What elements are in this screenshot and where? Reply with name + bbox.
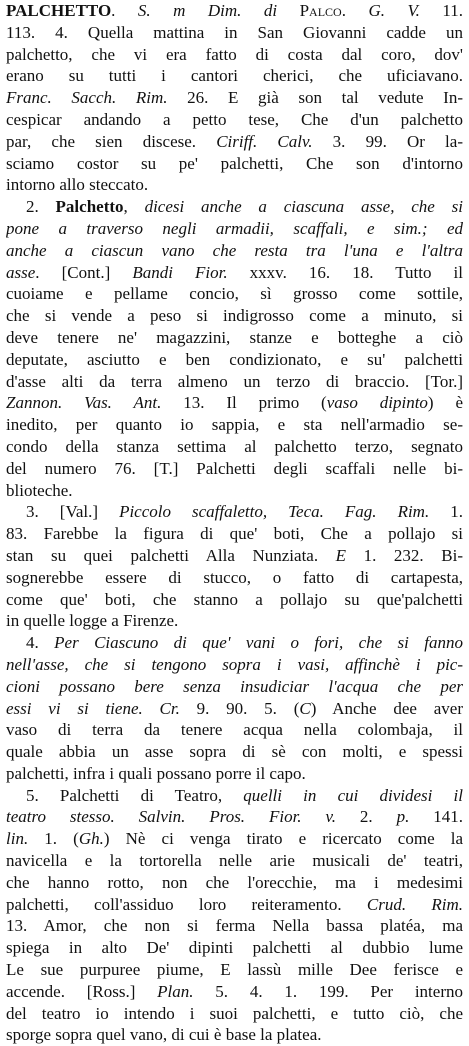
entry-line-segment: intorno allo steccato.: [6, 175, 149, 195]
entry-line-segment: quelli in cui dividesi il: [243, 785, 463, 805]
entry-line-segment: lin.: [6, 829, 29, 849]
entry-line: [6, 501, 463, 523]
entry-line-segment: 83. Farebbe la figura di que' boti, Che a pollajo si: [6, 524, 463, 544]
entry-line: [6, 0, 463, 22]
entry-line: [6, 894, 463, 916]
entry-line-segment: ) Nè ci venga tirato e ricercato come la: [103, 829, 463, 849]
entry-line-segment: che hanno rotto, non che l'orecchie, ma i medesimi: [6, 872, 463, 892]
entry-line: [6, 741, 463, 763]
entry-line: [6, 283, 463, 305]
entry-line: [6, 109, 463, 131]
entry-line-segment: palchetti, infra i quali possano porre il capo.: [6, 763, 306, 783]
entry-line-segment: 4.: [26, 633, 55, 653]
entry-line: [6, 196, 463, 218]
entry-line-segment: 2.: [336, 807, 397, 827]
entry-line-segment: Gh.: [78, 829, 104, 849]
entry-line-segment: del teatro io intendo i suoi palchetti, e tutto ciò, che: [6, 1003, 463, 1023]
entry-line-segment: 1. 232. Bi-: [346, 545, 463, 565]
entry-line-segment: erano su tutti i cantori cherici, che uficiavano.: [6, 66, 463, 86]
entry-line-segment: Crud. Rim.: [366, 894, 463, 914]
entry-line-segment: 9. 90. 5. (: [179, 698, 300, 718]
entry-line-segment: 2.: [26, 197, 56, 217]
entry-line: [6, 589, 463, 611]
entry-line-segment: vaso di terra da tenere acqua nella colombaja, il: [6, 720, 463, 740]
entry-line: [6, 828, 463, 850]
entry-line-segment: come que' boti, che stanno a pollajo su que'palchetti: [6, 589, 463, 609]
entry-line-segment: deputate, asciutto e ben condizionato, e su' palchetti: [6, 349, 463, 369]
entry-line-segment: . [Cont.]: [35, 262, 133, 282]
entry-line-segment: cuoiame e pellame concio, sì grosso come sottile,: [6, 284, 463, 304]
entry-line-segment: Plan.: [157, 981, 194, 1001]
entry-line: [6, 392, 463, 414]
entry-line: [6, 676, 463, 698]
entry-line: [6, 632, 463, 654]
entry-line: [6, 763, 463, 785]
entry-line-segment: in quelle logge a Firenze.: [6, 611, 179, 631]
entry-line: [6, 567, 463, 589]
entry-line: [6, 327, 463, 349]
entry-line: [6, 153, 463, 175]
entry-line-segment: S. m Dim. di: [137, 1, 300, 20]
entry-line: [6, 349, 463, 371]
entry-line-segment: d'asse alti da terra almeno un terzo di braccio. [Tor.]: [6, 371, 463, 391]
entry-line-segment: PALCHETTO: [6, 1, 112, 20]
entry-line: [6, 458, 463, 480]
dictionary-entry-text: [6, 0, 463, 1046]
entry-line-segment: E: [335, 545, 347, 565]
entry-line-segment: del numero 76. [T.] Palchetti degli scaffali nelle bi-: [6, 458, 463, 478]
entry-line-segment: 13. Il primo (: [161, 393, 327, 413]
entry-line: [6, 915, 463, 937]
entry-line-segment: teatro stesso. Salvin. Pros. Fior. v.: [6, 807, 337, 827]
entry-line-segment: dicesi anche a ciascuna asse, che si: [144, 197, 463, 217]
entry-line: [6, 262, 463, 284]
entry-line: [6, 218, 463, 240]
entry-line-segment: 5. 4. 1. 199. Per interno: [193, 981, 463, 1001]
entry-line-segment: 141.: [409, 807, 463, 827]
entry-line: [6, 785, 463, 807]
entry-line-segment: Palchetto: [55, 197, 124, 217]
entry-line: [6, 240, 463, 262]
entry-line-segment: .: [111, 1, 138, 20]
entry-line-segment: palchetto, che vi era fatto di costa dal coro, dov': [6, 44, 463, 64]
entry-line-segment: anche a ciascun vano che resta tra l'una e l'altra: [6, 240, 463, 260]
entry-line-segment: 1. (: [28, 829, 79, 849]
entry-line-segment: sporge sopra quel vano, di cui è base la platea.: [6, 1025, 322, 1045]
entry-line-segment: condo della stanza settima al palchetto terzo, segnato: [6, 436, 463, 456]
entry-line-segment: ) Anche dee aver: [310, 698, 463, 718]
entry-line-segment: deve tenere ne' magazzini, stanze e botteghe a ciò: [6, 327, 463, 347]
entry-line: [6, 719, 463, 741]
entry-line: [6, 436, 463, 458]
entry-line: [6, 937, 463, 959]
entry-line-segment: blioteche.: [6, 480, 73, 500]
entry-line-segment: Franc. Sacch. Rim.: [6, 88, 168, 108]
entry-line-segment: navicella e la tortorella nelle arie musicali de' teatri,: [6, 851, 463, 871]
entry-line-segment: sognerebbe essere di stucco, o fatto di cartapesta,: [6, 567, 463, 587]
entry-line-segment: 113. 4. Quella mattina in San Giovanni cadde un: [6, 22, 463, 42]
entry-line-segment: C: [299, 698, 311, 718]
entry-line: [6, 414, 463, 436]
entry-line-segment: sciamo costor su pe' palchetti, Che son d'intorno: [6, 153, 463, 173]
entry-line-segment: che si vende a peso si indigrosso come a minuto, si: [6, 306, 463, 326]
entry-line-segment: spiega in alto De' dipinti palchetti al dubbio lume: [6, 938, 463, 958]
entry-line: [6, 1003, 463, 1025]
entry-line-segment: 3. 99. Or la-: [312, 131, 463, 151]
entry-line-segment: .: [341, 1, 369, 20]
entry-line-segment: Le sue purpuree piume, E lassù mille Dee ferisce e: [6, 960, 463, 980]
entry-line-segment: quale abbia un asse sopra di sè con molti, e spessi: [6, 742, 463, 762]
entry-line: [6, 610, 463, 632]
entry-line: [6, 65, 463, 87]
entry-line: [6, 545, 463, 567]
entry-line-segment: Bandi Fior.: [132, 262, 228, 282]
entry-line: [6, 959, 463, 981]
entry-line-segment: cioni possano bere senza insudiciar l'acqua che per: [6, 676, 463, 696]
entry-line-segment: Piccolo scaffaletto, Teca. Fag. Rim.: [119, 502, 430, 522]
entry-line-segment: vaso dipinto: [326, 393, 428, 413]
entry-line-segment: cespicar andando a petto tese, Che d'un palchetto: [6, 109, 463, 129]
entry-line: [6, 22, 463, 44]
entry-line-segment: 1.: [429, 502, 463, 522]
entry-line-segment: stan su quei palchetti Alla Nunziata.: [6, 545, 336, 565]
entry-line: [6, 371, 463, 393]
entry-line: [6, 806, 463, 828]
entry-line-segment: 26. E già son tal vedute In-: [167, 88, 463, 108]
entry-line-segment: Palco: [299, 1, 342, 20]
entry-line-segment: 5. Palchetti di Teatro,: [26, 785, 244, 805]
entry-line: [6, 305, 463, 327]
entry-line-segment: accende. [Ross.]: [6, 981, 158, 1001]
entry-line: [6, 523, 463, 545]
entry-line: [6, 131, 463, 153]
entry-line-segment: ,: [123, 197, 145, 217]
entry-line: [6, 872, 463, 894]
entry-line-segment: xxxv. 16. 18. Tutto il: [227, 262, 463, 282]
entry-line: [6, 1024, 463, 1046]
entry-line-segment: palchetti, coll'assiduo loro reiteramento.: [6, 894, 367, 914]
entry-line: [6, 850, 463, 872]
entry-line-segment: essi vi si tiene. Cr.: [6, 698, 180, 718]
entry-line: [6, 480, 463, 502]
entry-line: [6, 698, 463, 720]
entry-line-segment: 3. [Val.]: [26, 502, 120, 522]
entry-line: [6, 87, 463, 109]
entry-line-segment: par, che sien discese.: [6, 131, 217, 151]
entry-line-segment: Per Ciascuno di que' vani o fori, che si fanno: [54, 633, 463, 653]
entry-line-segment: nell'asse, che si tengono sopra i vasi, affinchè i pic-: [6, 654, 463, 674]
entry-line-segment: ) è: [427, 393, 463, 413]
entry-line: [6, 174, 463, 196]
entry-line-segment: inedito, per quanto io sappia, e sta nell'armadio se-: [6, 415, 463, 435]
entry-line-segment: pone a traverso negli armadii, scaffali, e sim.; ed: [6, 218, 463, 238]
entry-line-segment: G. V.: [368, 1, 420, 20]
entry-line-segment: p.: [396, 807, 410, 827]
entry-line-segment: Zannon. Vas. Ant.: [6, 393, 162, 413]
entry-line-segment: Ciriff. Calv.: [216, 131, 313, 151]
entry-line-segment: 13. Amor, che non si ferma Nella bassa platéa, ma: [6, 916, 463, 936]
entry-line: [6, 654, 463, 676]
entry-line: [6, 44, 463, 66]
entry-line-segment: 11.: [419, 1, 463, 20]
entry-line: [6, 981, 463, 1003]
entry-line-segment: asse: [6, 262, 36, 282]
